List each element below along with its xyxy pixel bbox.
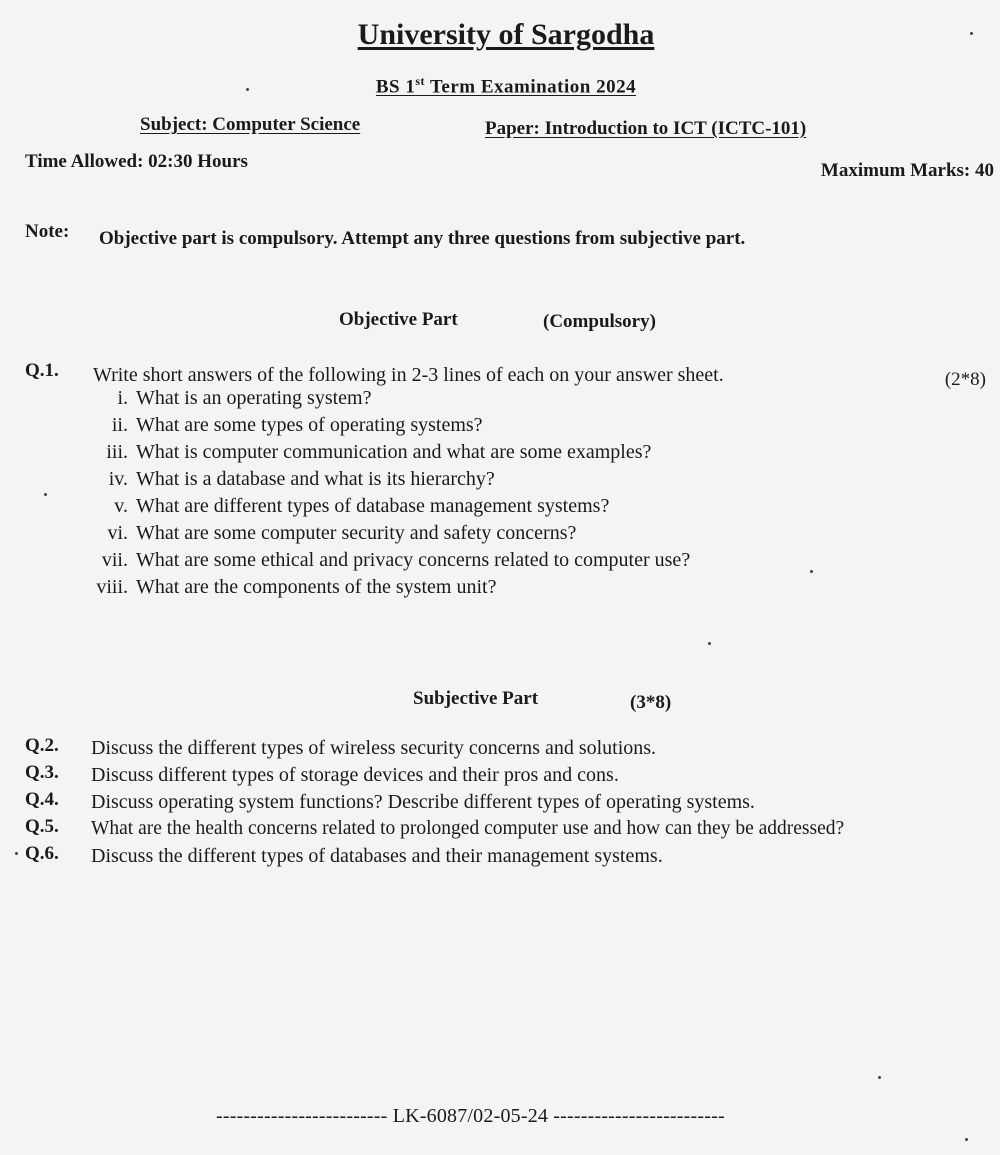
subjective-section-tag: (3*8) — [630, 692, 672, 713]
maximum-marks: Maximum Marks: 40 — [820, 160, 994, 181]
question-text: Write short answers of the following in 2-3 lines of each on your answer sheet. — [93, 364, 724, 386]
item-number: viii. — [96, 576, 128, 598]
scan-speck — [810, 570, 813, 573]
question-marks: (2*8) — [944, 369, 986, 390]
question-text: What are the health concerns related to prolonged computer use and how can they be addressed? — [91, 818, 845, 839]
item-number: i. — [117, 387, 128, 409]
scan-speck — [246, 88, 249, 91]
item-text: What are different types of database management systems? — [136, 495, 610, 517]
scan-speck — [965, 1138, 968, 1141]
item-number: iii. — [106, 441, 128, 463]
objective-section-tag: (Compulsory) — [543, 311, 656, 332]
item-number: v. — [114, 495, 128, 517]
paper-code-footer: ------------------------- LK-6087/02-05-24 ------------------------- — [216, 1105, 725, 1127]
item-text: What are some types of operating systems? — [136, 414, 483, 436]
item-text: What is computer communication and what are some examples? — [136, 441, 652, 463]
scan-speck — [970, 32, 973, 35]
item-text: What are the components of the system unit? — [136, 576, 497, 598]
question-number: Q.4. — [25, 789, 59, 810]
exam-title — [0, 74, 1000, 98]
item-text: What are some ethical and privacy concerns related to computer use? — [136, 549, 691, 571]
note-label: Note: — [25, 221, 70, 242]
question-text: Discuss the different types of wireless security concerns and solutions. — [91, 737, 657, 759]
question-number: Q.5. — [25, 816, 59, 837]
question-text: Discuss the different types of databases and their management systems. — [91, 845, 663, 867]
item-text: What is an operating system? — [136, 387, 372, 409]
item-number: ii. — [111, 414, 128, 436]
question-number: Q.2. — [25, 735, 59, 756]
exam-prefix: BS 1 — [375, 76, 416, 98]
item-number: vii. — [101, 549, 128, 571]
item-number: iv. — [108, 468, 128, 490]
question-number: Q.6. — [25, 843, 59, 864]
item-text: What is a database and what is its hierarchy? — [136, 468, 495, 490]
exam-ordinal: st — [415, 74, 426, 88]
exam-suffix: Term Examination 2024 — [425, 76, 637, 98]
question-text: Discuss operating system functions? Describe different types of operating systems. — [91, 791, 755, 813]
time-allowed: Time Allowed: 02:30 Hours — [25, 151, 248, 172]
question-number: Q.1. — [25, 360, 59, 381]
scan-speck — [44, 493, 47, 496]
paper-line: Paper: Introduction to ICT (ICTC-101) — [485, 118, 807, 139]
subject-line: Subject: Computer Science — [140, 114, 361, 135]
item-text: What are some computer security and safety concerns? — [136, 522, 577, 544]
question-number: Q.3. — [25, 762, 59, 783]
item-number: vi. — [107, 522, 128, 544]
scan-speck — [708, 642, 711, 645]
university-title: University of Sargodha — [357, 18, 655, 51]
subjective-section-title: Subjective Part — [413, 688, 539, 709]
scan-speck — [878, 1076, 881, 1079]
note-text: Objective part is compulsory. Attempt any three questions from subjective part. — [99, 228, 746, 249]
question-text: Discuss different types of storage devices and their pros and cons. — [91, 764, 619, 786]
scan-speck — [15, 852, 18, 855]
objective-section-title: Objective Part — [339, 309, 458, 330]
